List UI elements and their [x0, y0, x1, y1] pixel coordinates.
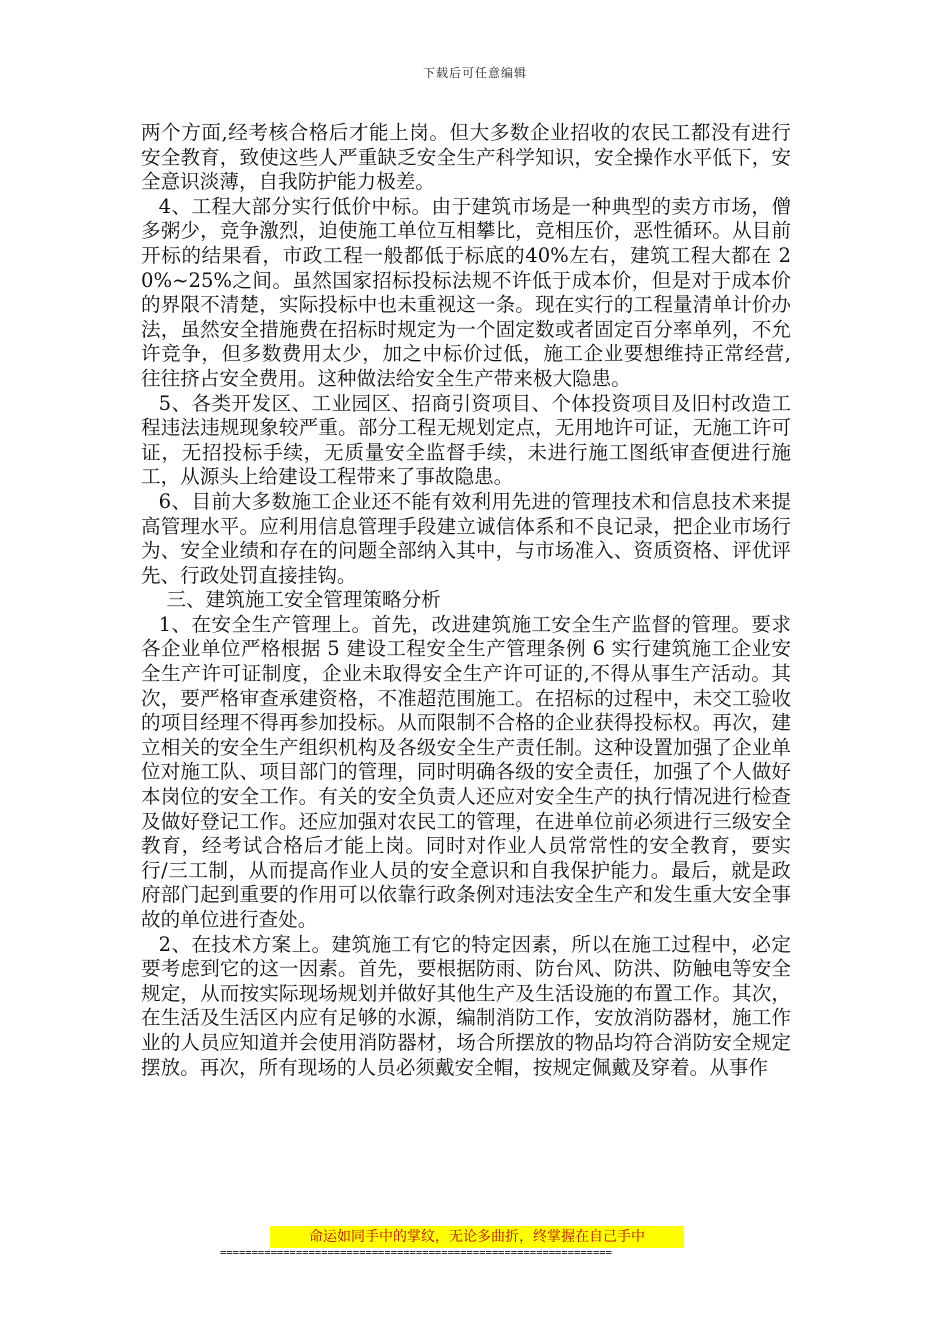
page-header-note: 下载后可任意编辑	[422, 66, 527, 80]
section-heading-3: 三、建筑施工安全管理策略分析	[166, 588, 441, 612]
paragraph-item-6: 6、目前大多数施工企业还不能有效利用先进的管理技术和信息技术来提高管理水平。应利用信息管理手段建立诚信体系和不良记录，把企业市场行为、安全业绩和存在的问题全部纳入其中，与市场准入、资质资格、评优评先、行政处罚直接挂钩。	[141, 489, 791, 587]
document-body	[141, 121, 791, 1080]
paragraph-continuation: 两个方面,经考核合格后才能上岗。但大多数企业招收的农民工都没有进行安全教育，致使这些人严重缺乏安全生产科学知识，安全操作水平低下，安全意识淡薄，自我防护能力极差。	[141, 121, 791, 194]
paragraph-strategy-2: 2、在技术方案上。建筑施工有它的特定因素，所以在施工过程中，必定要考虑到它的这一因素。首先，要根据防雨、防台风、防洪、防触电等安全规定，从而按实际现场规划并做好其他生产及生活设施的布置工作。其次，在生活及生活区内应有足够的水源，编制消防工作，安放消防器材，施工作业的人员应知道并会使用消防器材，场合所摆放的物品均符合消防安全规定摆放。再次，所有现场的人员必须戴安全帽，按规定佩戴及穿着。从事作	[141, 932, 791, 1079]
paragraph-strategy-1: 1、在安全生产管理上。首先，改进建筑施工安全生产监督的管理。要求各企业单位严格根据 5 建设工程安全生产管理条例 6 实行建筑施工企业安全生产许可证制度，企业未取得安全生产许可证的,不得从事生产活动。其次，要严格审查承建资格，不准超范围施工。在招标的过程中，未交工验收的项目经理不得再参加投标。从而限制不合格的企业获得投标权。再次，建立相关的安全生产组织机构及各级安全生产责任制。这种设置加强了企业单位对施工队、项目部门的管理，同时明确各级的安全责任，加强了个人做好本岗位的安全工作。有关的安全负责人还应对安全生产的执行情况进行检查及做好登记工作。还应加强对农民工的管理，在进单位前必须进行三级安全教育，经考试合格后才能上岗。同时对作业人员常常性的安全教育，要实行/三工制，从而提高作业人员的安全意识和自我保护能力。最后，就是政府部门起到重要的作用可以依靠行政条例对违法安全生产和发生重大安全事故的单位进行查处。	[141, 612, 791, 931]
footer-divider-rule: ==============================================================	[220, 1247, 612, 1259]
footer-motto-banner: 命运如同手中的掌纹，无论多曲折，终掌握在自己手中	[270, 1226, 684, 1248]
paragraph-item-4: 4、工程大部分实行低价中标。由于建筑市场是一种典型的卖方市场，僧多粥少，竞争激烈，迫使施工单位互相攀比，竞相压价，恶性循环。从目前开标的结果看，市政工程一般都低于标底的40%左右，建筑工程大都在 20%~25%之间。虽然国家招标投标法规不许低于成本价，但是对于成本价的界限不清楚，实际投标中也未重视这一条。现在实行的工程量清单计价办法，虽然安全措施费在招标时规定为一个固定数或者固定百分率单列，不允许竞争，但多数费用太少，加之中标价过低，施工企业要想维持正常经营,往往挤占安全费用。这种做法给安全生产带来极大隐患。	[141, 194, 791, 390]
paragraph-item-5: 5、各类开发区、工业园区、招商引资项目、个体投资项目及旧村改造工程违法违规现象较严重。部分工程无规划定点，无用地许可证，无施工许可证，无招投标手续，无质量安全监督手续，未进行施工图纸审查便进行施工，从源头上给建设工程带来了事故隐患。	[141, 391, 791, 489]
